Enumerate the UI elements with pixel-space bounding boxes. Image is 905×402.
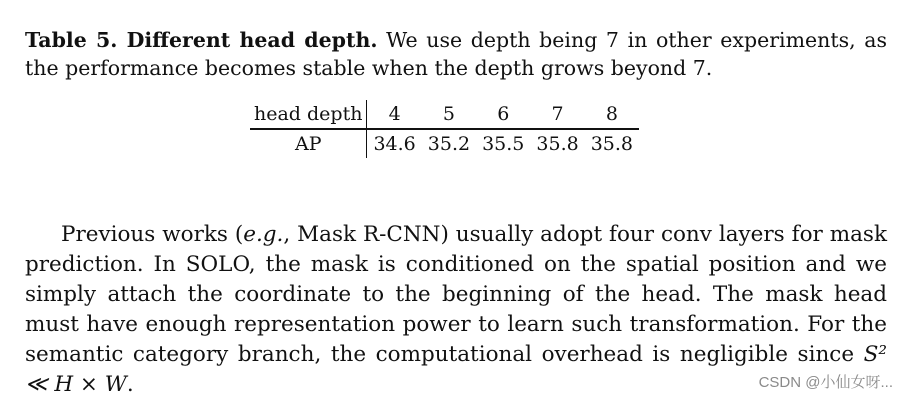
paragraph-text-main: , Mask R-CNN) usually adopt four conv layers for mask prediction. In SOLO, the mask is conditioned on the spatial position and we simply attach the coordinate to the beginning of the head. The mask head must have enough representation power to learn such transformation. For the semantic category branch, the computational overhead is negligible since [25, 222, 887, 367]
paragraph-end: . [126, 372, 134, 397]
caption-label: Table 5. Different head depth. [25, 28, 378, 52]
row-header-head-depth: head depth [250, 100, 367, 129]
row-label-ap: AP [250, 129, 367, 158]
head-depth-table [250, 100, 639, 158]
csdn-watermark: CSDN @小仙女呀... [758, 374, 893, 391]
table-row-ap [250, 129, 639, 158]
column-header: 6 [476, 100, 530, 129]
table-header-row [250, 100, 639, 129]
paragraph-eg: e.g. [243, 222, 284, 247]
column-header: 8 [585, 100, 639, 129]
caption-text: We use depth being 7 in other experiments, as the performance becomes stable when the depth grows beyond 7. [25, 28, 887, 80]
column-header: 7 [530, 100, 584, 129]
paragraph-text-start: Previous works ( [61, 222, 244, 247]
results-table-container [250, 100, 639, 158]
table-cell: 35.8 [536, 133, 579, 155]
table-cell: 35.5 [482, 133, 525, 155]
table-caption [25, 26, 887, 82]
table-cell: 34.6 [373, 133, 416, 155]
paragraph-formula: S² ≪ H × W [25, 342, 887, 397]
table-cell: 35.8 [590, 133, 634, 155]
column-header: 4 [367, 100, 422, 129]
column-header: 5 [422, 100, 476, 129]
table-cell: 35.2 [427, 133, 471, 155]
